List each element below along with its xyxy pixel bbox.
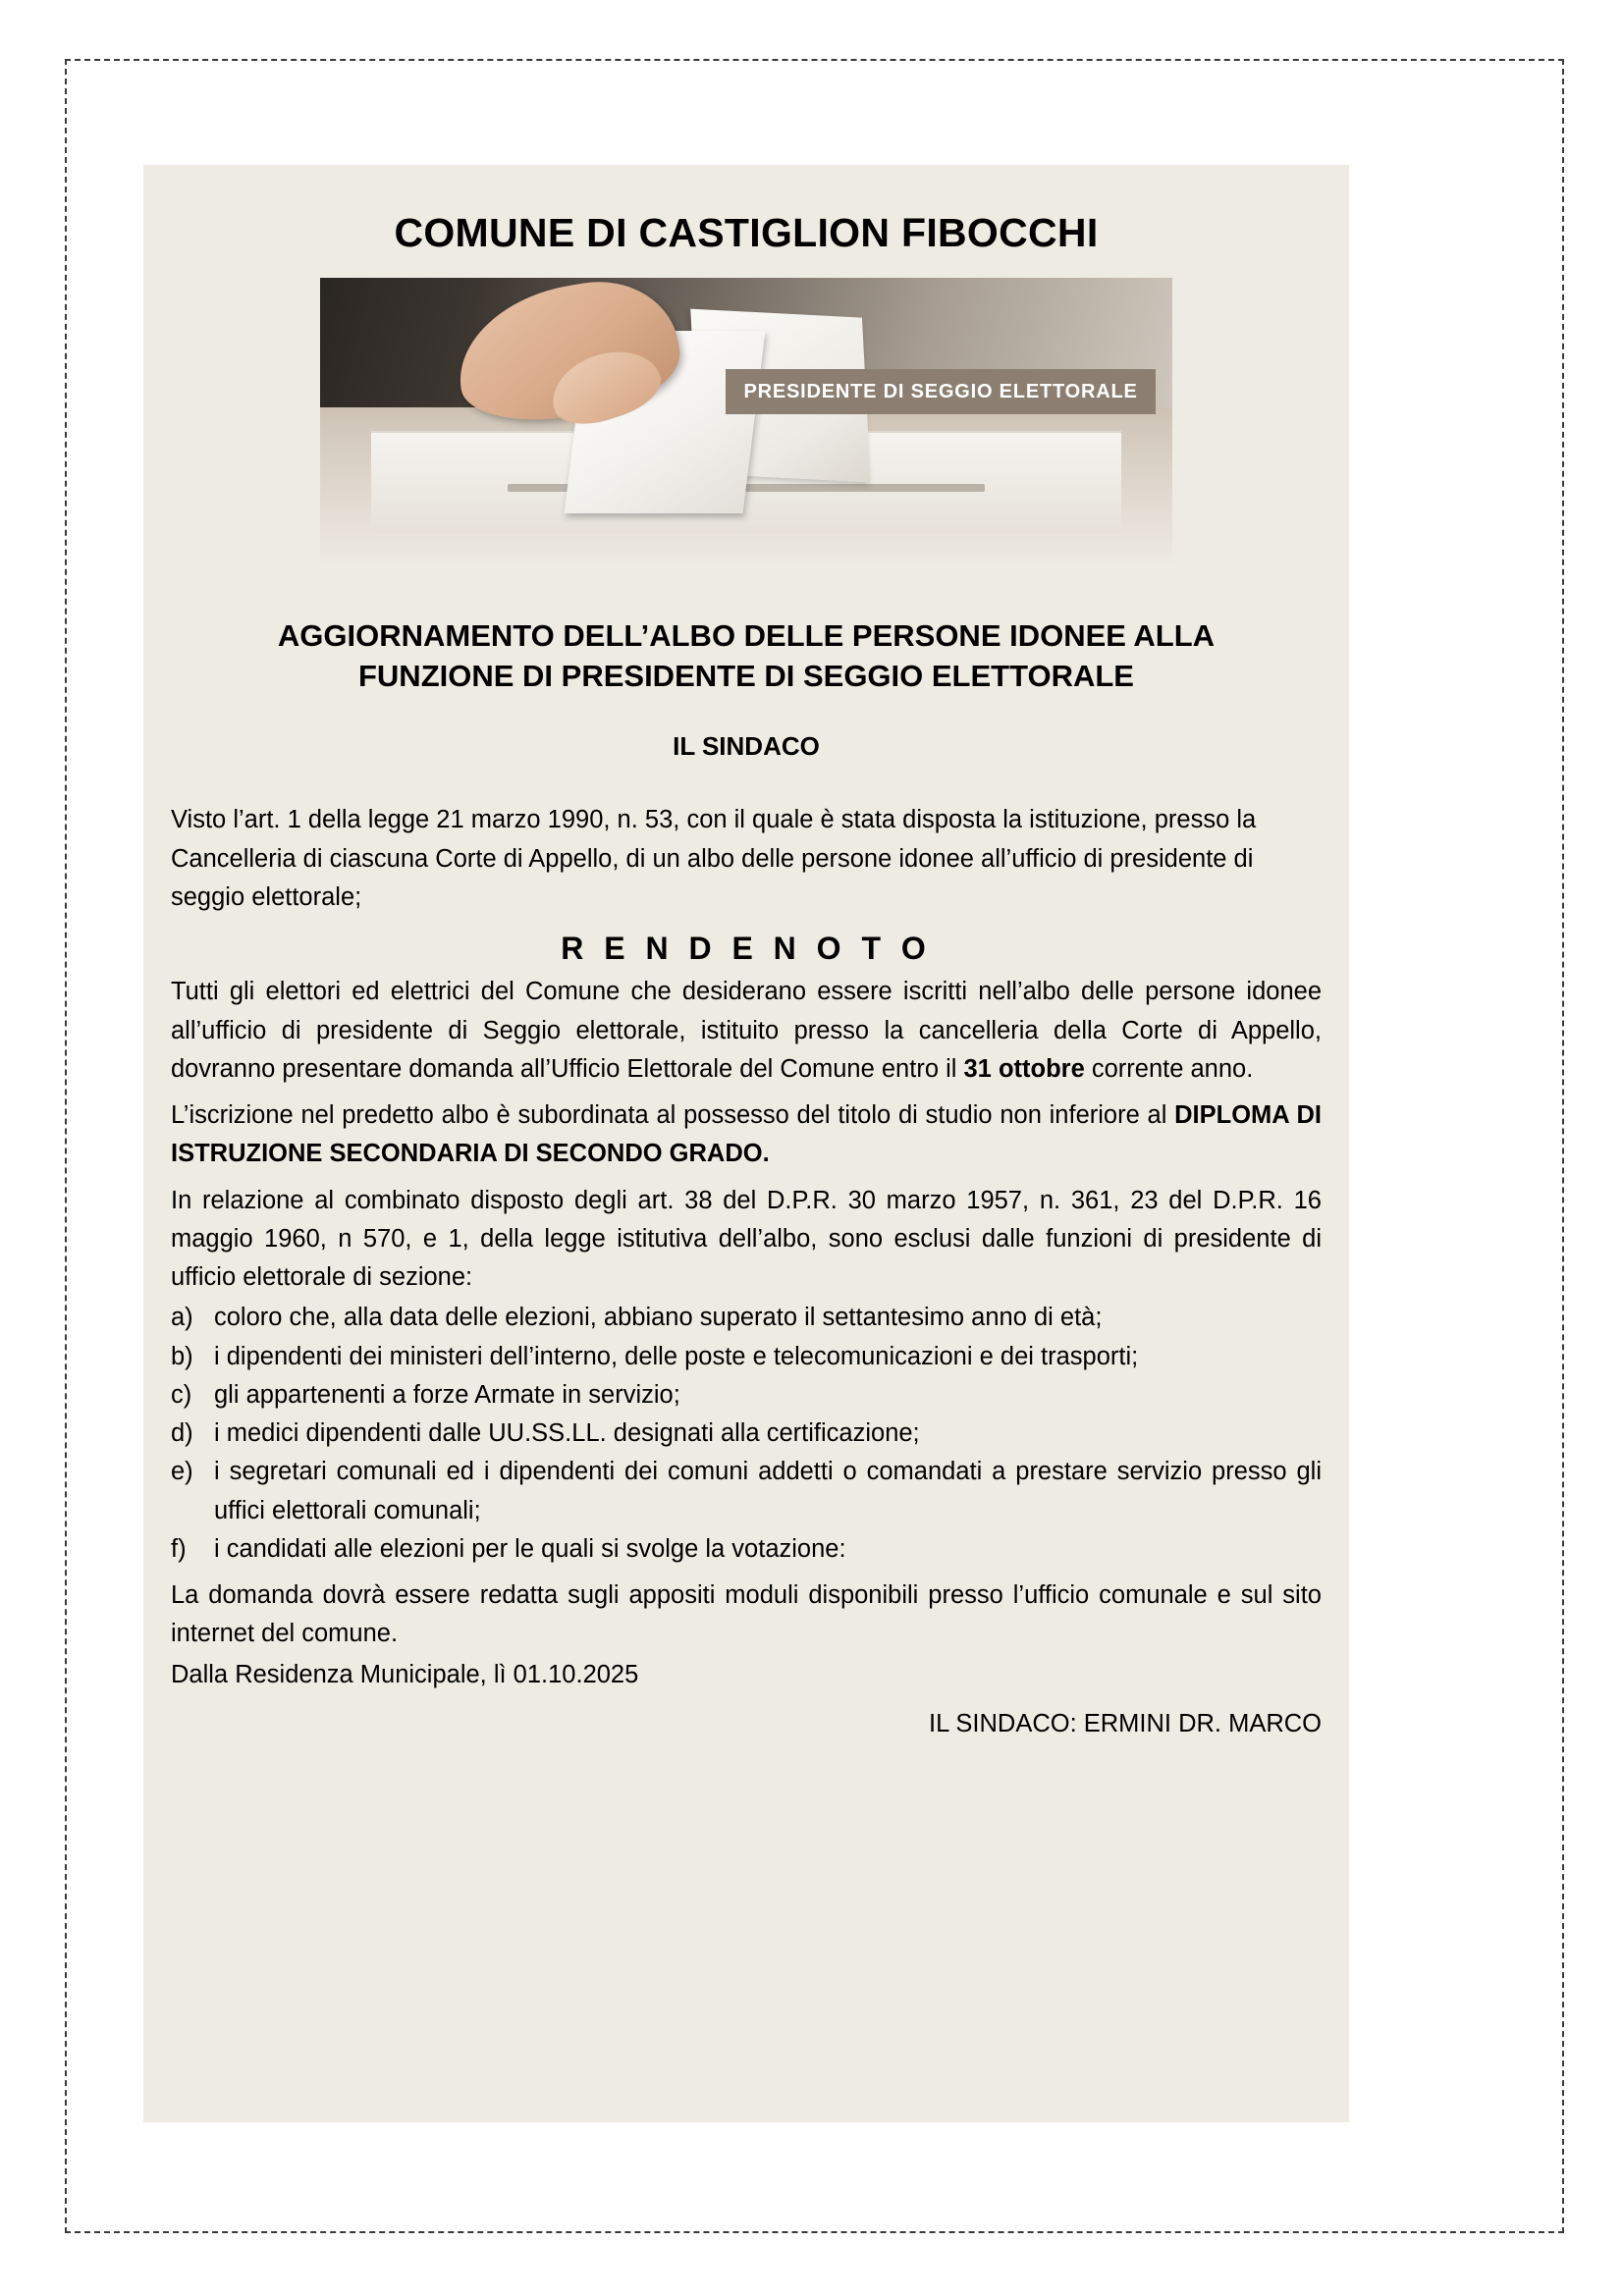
required-diploma: DIPLOMA DI ISTRUZIONE SECONDARIA DI SECONDO GRADO. [171,1101,1322,1168]
ballot-photo [320,278,1172,572]
authority-label: IL SINDACO [673,731,820,762]
list-marker: a) [171,1304,193,1332]
paragraph-esclusioni-intro: In relazione al combinato disposto degli art. 38 del D.P.R. 30 marzo 1957, n. 361, 23 del D.P.R. 16 maggio 1960, n 570, e 1, della legge istitutiva dell’albo, sono esclusi dalle funzioni di presidente di ufficio elettorale di sezione: [171,1186,1322,1292]
list-text: i dipendenti dei ministeri dell’interno, delle poste e telecomunicazioni e dei trasporti; [214,1342,1139,1370]
ballot-photo-scene [320,278,1172,572]
paragraph-iscrizione-part2: corrente anno. [1084,1054,1254,1083]
list-marker: b) [171,1342,193,1370]
signature-line: IL SINDACO: ERMINI DR. MARCO [928,1710,1322,1738]
list-item [171,1299,1322,1337]
exclusions-list [171,1299,1322,1569]
paragraph-titolo-studio [171,1096,1322,1174]
paragraph-iscrizione-termine [171,973,1322,1089]
paragraph-titolo-studio-part1: L’iscrizione nel predetto albo è subordinata al possesso del titolo di studio non inferiore al [171,1101,1175,1130]
paragraph-iscrizione-part1: Tutti gli elettori ed elettrici del Comune che desiderano essere iscritti nell’albo delle persone idonee all’ufficio di presidente di Seggio elettorale, istituito presso la cancelleria della Corte di Appello, dovranno presentare domanda all’Ufficio Elettorale del Comune entro il [171,978,1322,1083]
list-text: gli appartenenti a forze Armate in servizio; [214,1380,680,1409]
page-title: COMUNE DI CASTIGLION FIBOCCHI [394,210,1099,255]
deadline-date: 31 ottobre [963,1054,1085,1083]
notice-subtitle: AGGIORNAMENTO DELL’ALBO DELLE PERSONE IDONEE ALLA FUNZIONE DI PRESIDENTE DI SEGGIO ELETTORALE [277,618,1216,694]
list-item [171,1415,1322,1453]
list-item [171,1376,1322,1415]
list-marker: f) [171,1534,187,1563]
list-text: i candidati alle elezioni per le quali si svolge la votazione: [214,1534,846,1563]
list-text: coloro che, alla data delle elezioni, abbiano superato il settantesimo anno di età; [214,1304,1103,1332]
place-and-date: Dalla Residenza Municipale, lì 01.10.2025 [171,1660,639,1688]
paragraph-moduli: La domanda dovrà essere redatta sugli appositi moduli disponibili presso l’ufficio comunale e sul sito internet del comune. [171,1581,1322,1648]
notice-document [143,165,1349,2122]
photo-caption: PRESIDENTE DI SEGGIO ELETTORALE [726,369,1155,414]
rende-noto-heading: R E N D E N O T O [561,931,932,967]
list-item [171,1530,1322,1569]
list-marker: e) [171,1458,193,1486]
list-item [171,1338,1322,1376]
paragraph-visto: Visto l’art. 1 della legge 21 marzo 1990, n. 53, con il quale è stata disposta la istituzione, presso la Cancelleria di ciascuna Corte di Appello, di un albo delle persone idonee all’ufficio di presidente di seggio elettorale; [171,806,1257,911]
list-item [171,1453,1322,1530]
list-text: i segretari comunali ed i dipendenti dei comuni addetti o comandati a prestare servizio presso gli uffici elettorali comunali; [214,1458,1322,1524]
list-text: i medici dipendenti dalle UU.SS.LL. designati alla certificazione; [214,1419,920,1448]
list-marker: c) [171,1380,192,1409]
list-marker: d) [171,1419,193,1448]
